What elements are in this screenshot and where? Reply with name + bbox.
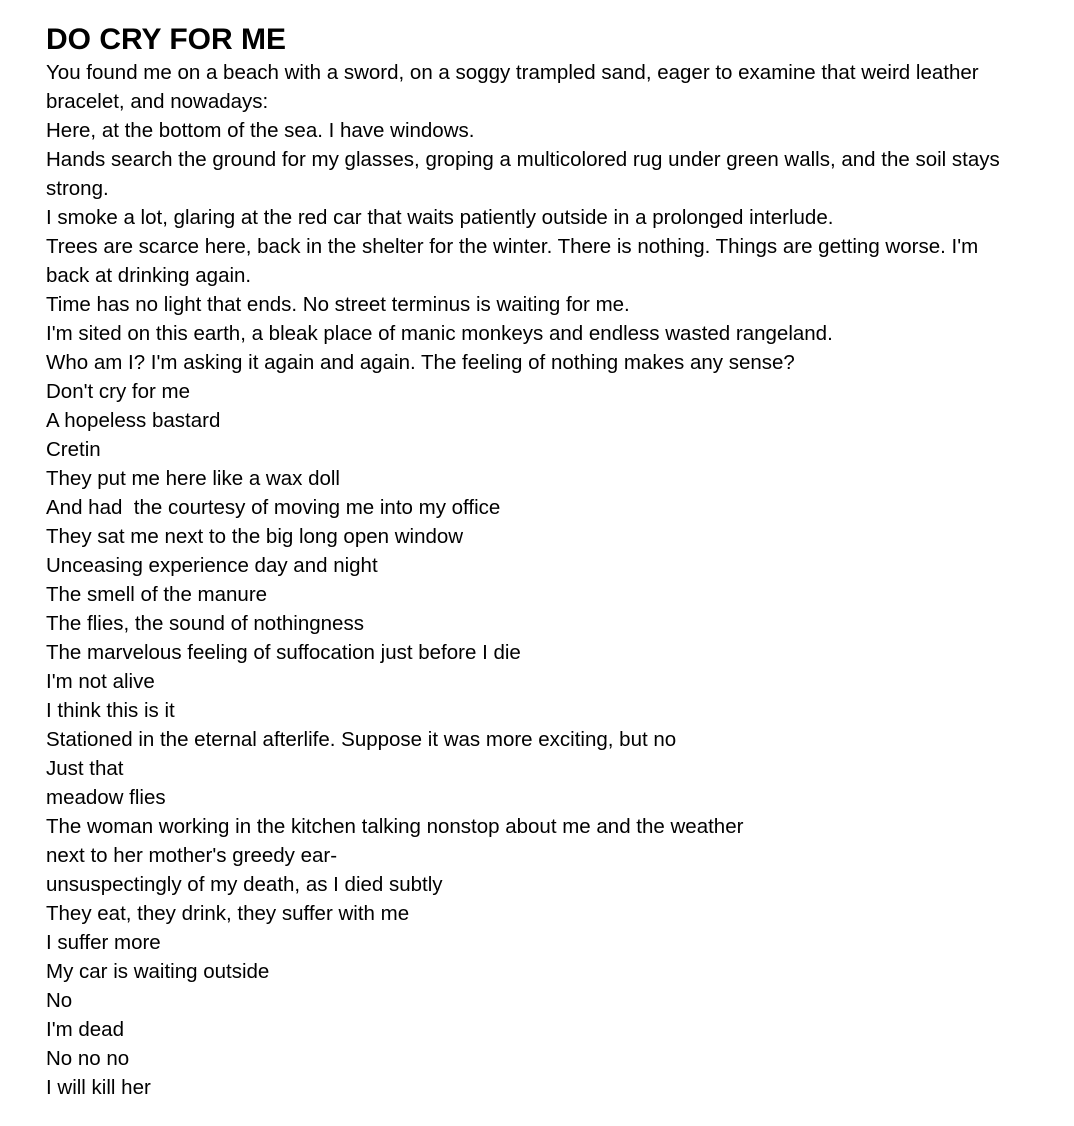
poem-line: They eat, they drink, they suffer with me — [46, 902, 410, 925]
poem-line: Cretin — [46, 438, 101, 461]
poem-line: Here, at the bottom of the sea. I have windows. — [46, 119, 475, 142]
poem-line: The smell of the manure — [46, 583, 268, 606]
poem-line: I'm dead — [46, 1018, 124, 1041]
poem-line: Stationed in the eternal afterlife. Suppose it was more exciting, but no — [46, 728, 677, 751]
poem-line: My car is waiting outside — [46, 960, 270, 983]
poem-line: No — [46, 989, 73, 1012]
poem-line: I suffer more — [46, 931, 161, 954]
poem-line: I think this is it — [46, 699, 175, 722]
poem-line: The flies, the sound of nothingness — [46, 612, 364, 635]
poem-line: Trees are scarce here, back in the shelter for the winter. There is nothing. Things are getting worse. I'm back at drinking again. — [46, 235, 984, 287]
poem-line: Who am I? I'm asking it again and again. The feeling of nothing makes any sense? — [46, 351, 795, 374]
poem-line: They put me here like a wax doll — [46, 467, 340, 490]
document-title: DO CRY FOR ME — [46, 23, 287, 56]
poem-line: I'm sited on this earth, a bleak place of manic monkeys and endless wasted rangeland. — [46, 322, 833, 345]
poem-line: And had the courtesy of moving me into my office — [46, 496, 501, 519]
document-page — [46, 22, 1006, 1102]
poem-line: unsuspectingly of my death, as I died subtly — [46, 873, 443, 896]
poem-line: I'm not alive — [46, 670, 155, 693]
poem-line: A hopeless bastard — [46, 409, 221, 432]
poem-line: I smoke a lot, glaring at the red car that waits patiently outside in a prolonged interlude. — [46, 206, 834, 229]
poem-line: Unceasing experience day and night — [46, 554, 378, 577]
poem-line: No no no — [46, 1047, 130, 1070]
poem-line: The woman working in the kitchen talking nonstop about me and the weather — [46, 815, 744, 838]
poem-line: The marvelous feeling of suffocation just before I die — [46, 641, 521, 664]
poem-line: next to her mother's greedy ear- — [46, 844, 338, 867]
poem-line: Don't cry for me — [46, 380, 191, 403]
poem-line: They sat me next to the big long open window — [46, 525, 464, 548]
poem-body — [46, 58, 1006, 1102]
poem-line: Time has no light that ends. No street terminus is waiting for me. — [46, 293, 630, 316]
poem-line: I will kill her — [46, 1076, 151, 1099]
poem-line: Just that — [46, 757, 124, 780]
poem-line: meadow flies — [46, 786, 166, 809]
poem-line: Hands search the ground for my glasses, groping a multicolored rug under green walls, and the soil stays strong. — [46, 148, 1006, 200]
poem-line: You found me on a beach with a sword, on a soggy trampled sand, eager to examine that weird leather bracelet, and nowadays: — [46, 61, 985, 113]
